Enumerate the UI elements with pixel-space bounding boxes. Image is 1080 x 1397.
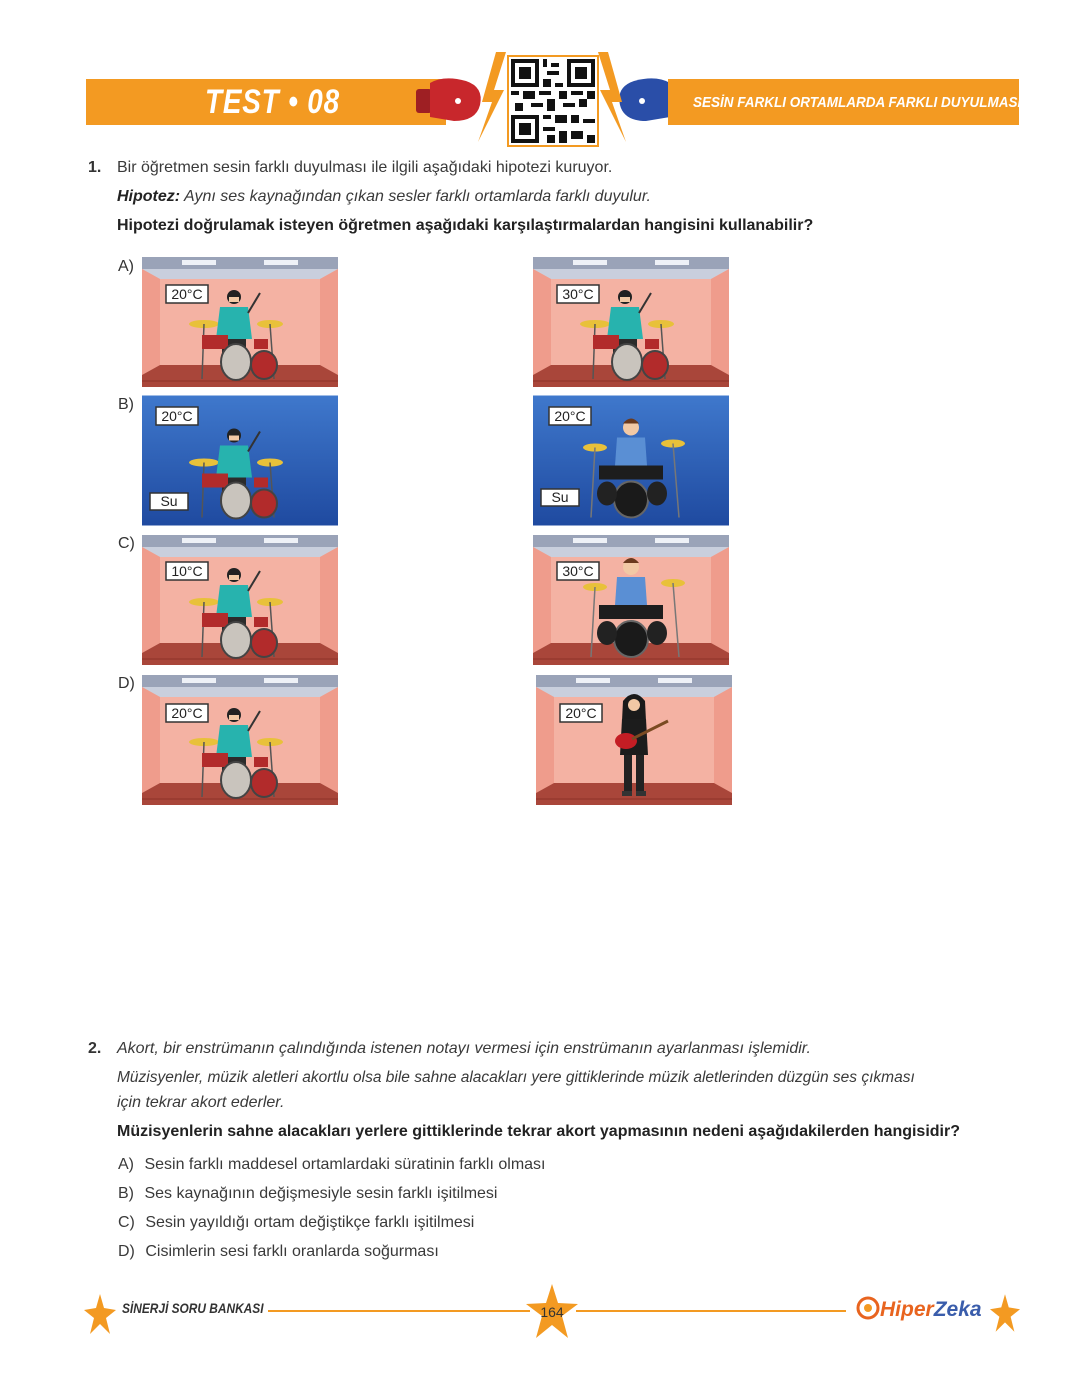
option-d-left-scene[interactable] [142,675,338,805]
q2-option-a[interactable] [118,1156,546,1174]
hypothesis-text: Aynı ses kaynağından çıkan sesler farklı ortamlarda farklı duyulur. [180,188,651,205]
temp-label: 20°C [565,705,597,721]
q2-option-c-text: Sesin yayıldığı ortam değiştikçe farklı işitilmesi [145,1214,475,1231]
question-2-line-1: Akort, bir enstrümanın çalındığında istenen notayı vermesi için enstrümanın ayarlanması işlemidir. [117,1040,811,1057]
page-number: 164 [540,1304,564,1320]
q2-option-d-text: Cisimlerin sesi farklı oranlarda soğurması [145,1243,439,1260]
star-right-icon [990,1294,1020,1332]
topic-title: SESİN FARKLI ORTAMLARDA FARKLI DUYULMASI [693,94,1022,111]
temp-label: 20°C [554,408,586,424]
room-drummer-illustration [533,535,729,665]
q2-option-b-text: Ses kaynağının değişmesiyle sesin farklı işitilmesi [144,1185,498,1202]
q2-option-a-text: Sesin farklı maddesel ortamlardaki süratinin farklı olması [144,1156,546,1173]
star-left-icon [84,1294,116,1334]
medium-label: Su [160,493,178,509]
question-1-hypothesis [117,188,651,206]
temp-label: 10°C [171,563,203,579]
qr-code[interactable] [507,55,599,147]
footer-brand: SİNERJİ SORU BANKASI [122,1300,264,1316]
q2-option-d-label: D) [118,1243,135,1260]
option-c-label[interactable]: C) [118,535,135,552]
temp-label: 20°C [171,286,203,302]
hiperzeka-logo [856,1296,982,1322]
qr-code-icon [511,59,595,143]
option-c-left-scene[interactable] [142,535,338,665]
room-drummer-illustration [142,257,338,387]
question-1-number: 1. [88,159,102,176]
water-drummer-illustration [533,395,729,526]
q2-option-c-label: C) [118,1214,135,1231]
option-b-label[interactable]: B) [118,396,134,413]
lightning-right-icon [596,52,626,142]
question-2-line-2: Müzisyenler, müzik aletleri akortlu olsa bile sahne alacakları yere gittiklerinde müzik aletlerinden düzgün ses çıkması [117,1069,915,1086]
option-d-right-scene[interactable] [536,675,732,805]
medium-label: Su [551,489,569,505]
option-a-label[interactable]: A) [118,258,134,275]
question-2-prompt: Müzisyenlerin sahne alacakları yerlere gittiklerinde tekrar akort yapmasının nedeni aşağıdakilerden hangisidir? [117,1123,960,1140]
water-drummer-illustration [142,395,338,526]
q2-option-b[interactable] [118,1185,497,1203]
question-2-line-3: için tekrar akort ederler. [117,1094,285,1111]
question-1-intro: Bir öğretmen sesin farklı duyulması ile ilgili aşağıdaki hipotezi kuruyor. [117,159,613,176]
option-a-left-scene[interactable] [142,257,338,387]
temp-label: 20°C [161,408,193,424]
option-c-right-scene[interactable] [533,535,729,665]
question-2-number: 2. [88,1040,102,1057]
test-title: TEST • 08 [205,83,340,121]
room-drummer-illustration [142,675,338,805]
temp-label: 30°C [562,286,594,302]
room-guitarist-illustration [536,675,732,805]
footer-line-right [576,1310,846,1312]
hypothesis-label: Hipotez: [117,188,181,205]
option-d-label[interactable]: D) [118,675,135,692]
q2-option-a-label: A) [118,1156,134,1173]
room-drummer-illustration [142,535,338,665]
temp-label: 20°C [171,705,203,721]
logo-text-zeka: Zeka [933,1298,982,1321]
q2-option-c[interactable] [118,1214,474,1232]
room-drummer-illustration [533,257,729,387]
logo-text-hiper: Hiper [880,1298,934,1321]
q2-option-d[interactable] [118,1243,439,1261]
temp-label: 30°C [562,563,594,579]
option-b-left-scene[interactable] [142,395,338,526]
q2-option-b-label: B) [118,1185,134,1202]
option-b-right-scene[interactable] [533,395,729,526]
boxing-glove-red-icon [414,75,484,125]
option-a-right-scene[interactable] [533,257,729,387]
footer-line-left [268,1310,530,1312]
logo-mark-icon [856,1296,880,1320]
question-1-prompt: Hipotezi doğrulamak isteyen öğretmen aşağıdaki karşılaştırmalardan hangisini kullanabilir? [117,217,814,234]
